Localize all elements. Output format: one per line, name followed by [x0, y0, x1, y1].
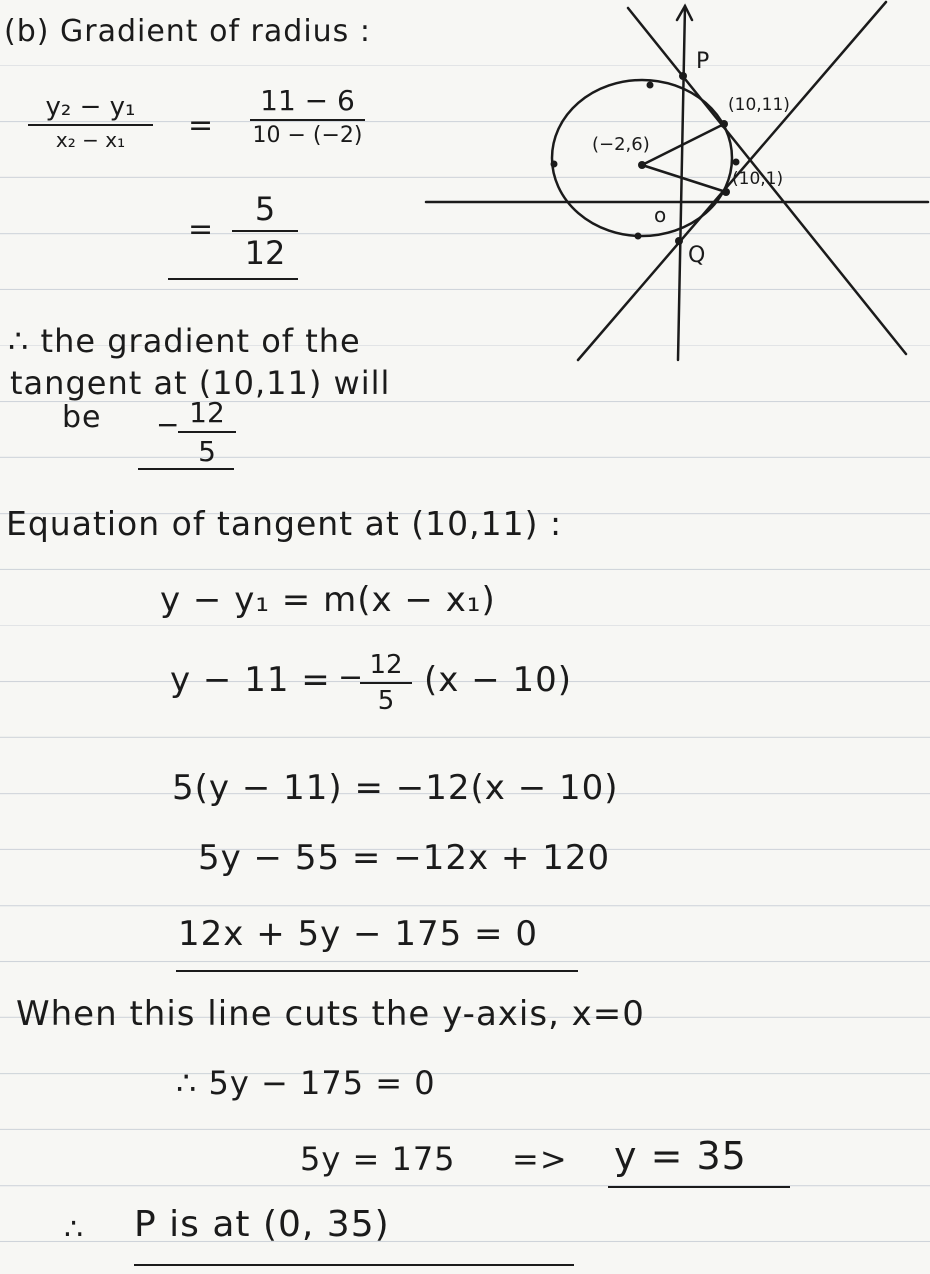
substitution-fraction [360, 650, 412, 716]
circle-bottom-dot [635, 233, 642, 240]
point-upper-dot [720, 120, 728, 128]
point-q-dot [675, 237, 683, 245]
expanded-step-1: 5(y − 11) = −12(x − 10) [172, 768, 619, 808]
substitution-right: (x − 10) [424, 660, 573, 700]
label-point-upper: (10,11) [728, 95, 790, 115]
result-underline [168, 278, 298, 280]
intercept-result: y = 35 [614, 1134, 747, 1178]
circle-right-dot [733, 159, 740, 166]
fraction-bar [232, 230, 298, 232]
tangent-gradient-fraction [178, 396, 236, 468]
label-point-lower: (10,1) [732, 169, 784, 189]
intercept-step-2: 5y = 175 [300, 1140, 456, 1178]
circle-top-dot [647, 82, 654, 89]
circle-left-dot [551, 161, 558, 168]
equation-heading: Equation of tangent at (10,11) : [6, 504, 563, 543]
y-axis-sentence: When this line cuts the y-axis, x=0 [16, 994, 645, 1034]
equals-sign-2: = [188, 212, 215, 247]
point-p-dot [679, 72, 687, 80]
point-lower-dot [722, 188, 730, 196]
tangent-gradient-line-2: tangent at (10,11) will [10, 364, 391, 402]
label-origin: o [654, 203, 667, 227]
label-center: (−2,6) [592, 134, 650, 155]
conclusion-underline [134, 1264, 574, 1266]
y-axis-line [678, 6, 685, 360]
center-point-dot [638, 161, 646, 169]
part-b-heading: (b) Gradient of radius : [4, 14, 371, 49]
fraction-bar [28, 124, 153, 126]
point-gradient-formula: y − y₁ = m(x − x₁) [160, 580, 496, 620]
tangent-gradient-underline [138, 468, 234, 470]
radius-gradient-result [232, 190, 298, 272]
calculation-denominator: 10 − (−2) [252, 123, 363, 148]
tangent-gradient-be: be [62, 400, 102, 435]
equals-sign-1: = [188, 108, 215, 143]
label-p: P [696, 49, 710, 74]
substitution-sign: − [338, 660, 365, 695]
conclusion-therefore: ∴ [64, 1212, 85, 1247]
circle-tangent-diagram [420, 0, 930, 372]
calculation-numerator: 11 − 6 [260, 84, 355, 117]
result-denominator: 12 [244, 234, 286, 272]
substitution-left: y − 11 = [170, 660, 331, 700]
radius-lower [642, 165, 726, 192]
substitution-numerator: 12 [369, 650, 403, 680]
calculation-fraction [250, 84, 365, 148]
fraction-bar [360, 682, 412, 684]
gradient-formula-fraction [28, 92, 153, 152]
intercept-step-1: ∴ 5y − 175 = 0 [176, 1064, 436, 1102]
tangent-equation-final: 12x + 5y − 175 = 0 [178, 914, 538, 954]
tangent-gradient-denominator: 5 [198, 435, 216, 468]
expanded-step-2: 5y − 55 = −12x + 120 [198, 838, 611, 878]
implies-arrow: => [512, 1140, 568, 1178]
label-q: Q [688, 243, 706, 268]
fraction-bar [250, 119, 365, 121]
intercept-result-underline [608, 1186, 790, 1188]
tangent-gradient-sign: − [156, 408, 181, 441]
formula-numerator: y₂ − y₁ [45, 92, 136, 122]
final-equation-underline [176, 970, 578, 972]
formula-denominator: x₂ − x₁ [55, 128, 126, 152]
tangent-gradient-numerator: 12 [189, 396, 225, 429]
tangent-gradient-line-1: ∴ the gradient of the [8, 322, 361, 360]
result-numerator: 5 [254, 190, 276, 228]
substitution-denominator: 5 [377, 686, 395, 716]
conclusion-statement: P is at (0, 35) [134, 1204, 390, 1245]
fraction-bar [178, 431, 236, 433]
